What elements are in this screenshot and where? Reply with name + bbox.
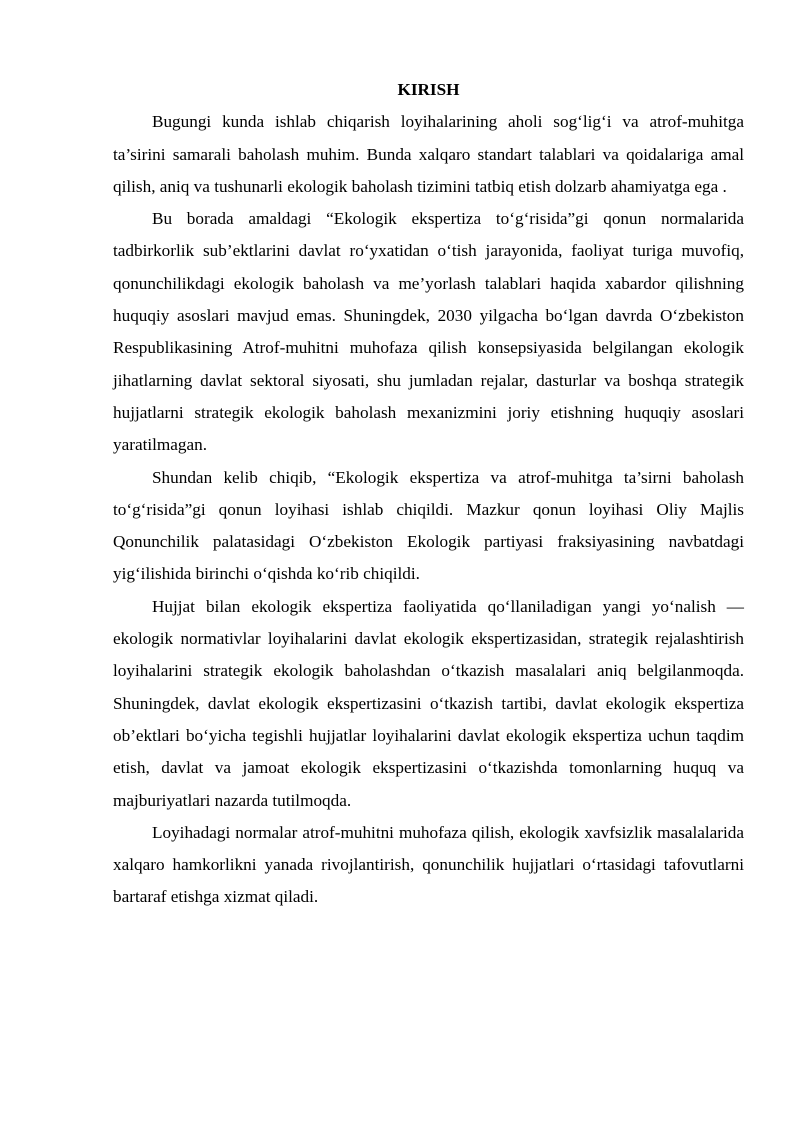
page-title: KIRISH [397, 80, 460, 99]
paragraph-legal-gap: Bu borada amaldagi “Ekologik ekspertiza to‘g‘risida”gi qonun normalarida tadbirkorlik sub’ektlarini davlat ro‘yxatidan o‘tish jarayonida, faoliyat turiga muvofiq, qonunchilikdagi ekologik baholash va me’yorlash talablari haqida xabardor qilishning huquqiy asoslari mavjud emas. Shuningdek, 2030 yilgacha bo‘lgan davrda O‘zbekiston Respublikasining Atrof-muhitni muhofaza qilish konsepsiyasida belgilangan ekologik jihatlarning davlat sektoral siyosati, shu jumladan rejalar, dasturlar va boshqa strategik hujjatlarni strategik ekologik baholash mexanizmini joriy etishning huquqiy asoslari yaratilmagan. [113, 209, 744, 455]
paragraph-new-direction: Hujjat bilan ekologik ekspertiza faoliyatida qo‘llaniladigan yangi yo‘nalish — ekologik normativlar loyihalarini davlat ekologik ekspertizasidan, strategik rejalashtirish loyihalarini strategik ekologik baholashdan o‘tkazish masalalari aniq belgilanmoqda. Shuningdek, davlat ekologik ekspertizasini o‘tkazish tartibi, davlat ekologik ekspertiza ob’ektlari bo‘yicha tegishli hujjatlar loyihalarini davlat ekologik ekspertiza uchun taqdim etish, davlat va jamoat ekologik ekspertizasini o‘tkazishda tomonlarning huquq va majburiyatlari nazarda tutilmoqda. [113, 596, 744, 810]
paragraph-conclusion: Loyihadagi normalar atrof-muhitni muhofaza qilish, ekologik xavfsizlik masalalarida xalqaro hamkorlikni yanada rivojlantirish, qonunchilik hujjatlari o‘rtasidagi tafovutlarni bartaraf etishga xizmat qiladi. [113, 822, 744, 907]
paragraph-intro: Bugungi kunda ishlab chiqarish loyihalarining aholi sog‘lig‘i va atrof-muhitga ta’sirini samarali baholash muhim. Bunda xalqaro standart talablari va qoidalariga amal qilish, aniq va tushunarli ekologik baholash tizimini tatbiq etish dolzarb ahamiyatga ega . [113, 112, 744, 196]
paragraph-draft-law: Shundan kelib chiqib, “Ekologik ekspertiza va atrof-muhitga ta’sirni baholash to‘g‘risida”gi qonun loyihasi ishlab chiqildi. Mazkur qonun loyihasi Oliy Majlis Qonunchilik palatasidagi O‘zbekiston Ekologik partiyasi fraksiyasining navbatdagi yig‘ilishida birinchi o‘qishda ko‘rib chiqildi. [113, 467, 744, 584]
